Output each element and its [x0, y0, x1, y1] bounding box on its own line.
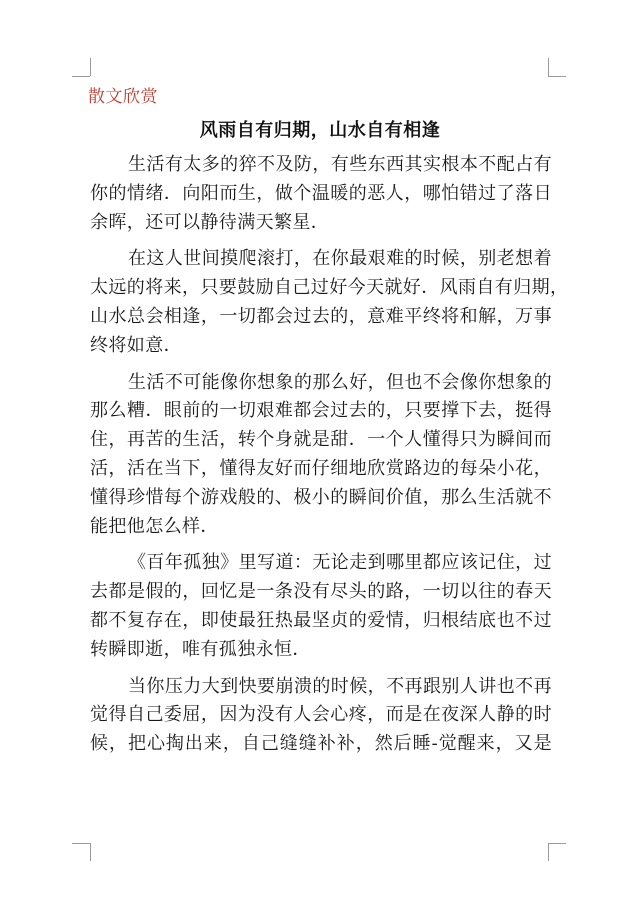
- paragraph-line: 当你压力大到快要崩溃的时候，不再跟别人讲也不再: [128, 675, 552, 697]
- crop-mark-bottom-right-vertical: [548, 843, 549, 861]
- paragraph-5: [90, 673, 552, 759]
- paragraph-line: 转瞬即逝，唯有孤独永恒．: [90, 638, 311, 660]
- paragraph-line: 生活不可能像你想象的那么好，但也不会像你想象的: [128, 371, 552, 393]
- paragraph-line: 余晖，还可以静待满天繁星．: [90, 211, 330, 233]
- crop-mark-bottom-right-horizontal: [548, 843, 566, 844]
- paragraph-1: [90, 151, 552, 237]
- paragraph-line: 能把他怎么样．: [90, 515, 219, 537]
- paragraph-4: [90, 549, 552, 664]
- paragraph-line: 太远的将来，只要鼓励自己过好今天就好．风雨自有归期，: [90, 277, 569, 299]
- paragraph-line: 终将如意．: [90, 334, 182, 356]
- paragraph-line: 候，把心掏出来，自己缝缝补补，然后睡-觉醒来，又是: [90, 733, 552, 755]
- paragraph-line: 去都是假的，回忆是一条没有尽头的路，一切以往的春天: [90, 581, 552, 603]
- crop-mark-top-right-vertical: [548, 58, 549, 76]
- crop-mark-top-right-horizontal: [548, 76, 566, 77]
- crop-mark-bottom-left-vertical: [90, 843, 91, 861]
- paragraph-line: 《百年孤独》里写道：无论走到哪里都应该记住，过: [128, 552, 552, 574]
- article-body: [90, 151, 569, 767]
- paragraph-line: 你的情绪．向阳而生，做个温暖的恶人，哪怕错过了落日: [90, 182, 552, 204]
- section-label: 散文欣赏: [88, 87, 158, 107]
- paragraph-line: 生活有太多的猝不及防，有些东西其实根本不配占有: [128, 154, 552, 175]
- article-title: 风雨自有归期，山水自有相逢: [199, 120, 441, 141]
- crop-mark-top-left-horizontal: [72, 76, 90, 77]
- paragraph-line: 住，再苦的生活，转个身就是甜．一个人懂得只为瞬间而: [90, 429, 552, 451]
- crop-mark-top-left-vertical: [90, 58, 91, 76]
- paragraph-line: 在这人世间摸爬滚打，在你最艰难的时候，别老想着: [128, 248, 552, 270]
- paragraph-line: 山水总会相逢，一切都会过去的，意难平终将和解，万事: [90, 305, 552, 327]
- paragraph-line: 都不复存在，即使最狂热最坚贞的爱情，归根结底也不过: [90, 609, 552, 631]
- crop-mark-bottom-left-horizontal: [72, 843, 90, 844]
- paragraph-3: [90, 369, 552, 542]
- paragraph-line: 觉得自己委屈，因为没有人会心疼，而是在夜深人静的时: [90, 704, 552, 726]
- paragraph-line: 懂得珍惜每个游戏般的、极小的瞬间价值，那么生活就不: [90, 486, 552, 508]
- paragraph-2: [90, 245, 569, 360]
- paragraph-line: 活，活在当下，懂得友好而仔细地欣赏路边的每朵小花，: [90, 457, 552, 479]
- paragraph-line: 那么糟．眼前的一切艰难都会过去的，只要撑下去，挺得: [90, 400, 552, 422]
